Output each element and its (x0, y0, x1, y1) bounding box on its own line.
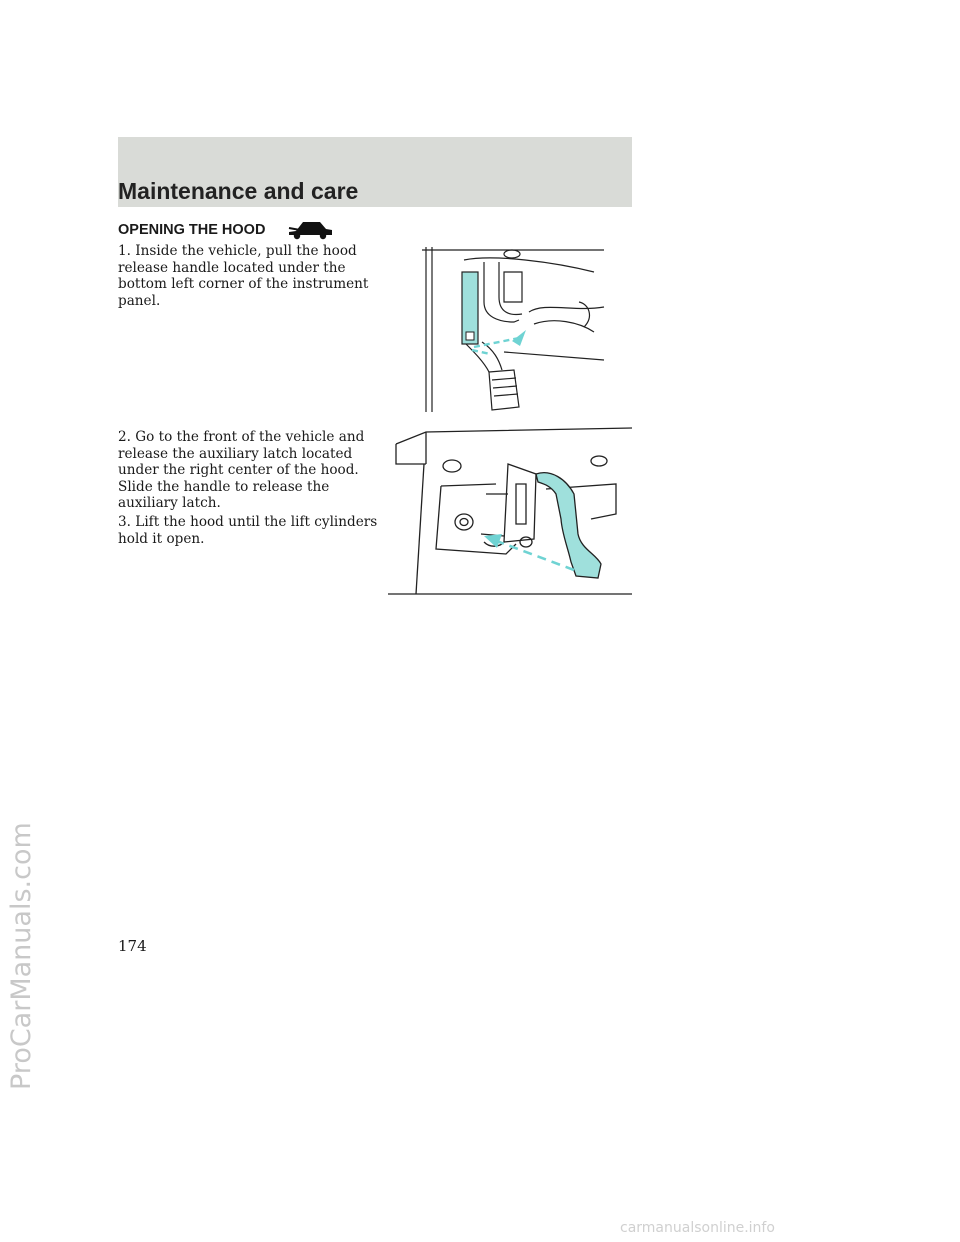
auxiliary-latch-illustration (386, 424, 634, 600)
bottom-watermark: carmanualsonline.info (620, 1220, 775, 1236)
page-number: 174 (118, 937, 147, 955)
step-2-text: 2. Go to the front of the vehicle and release the auxiliary latch located under the right center of the hood. Slide the handle to release the auxiliary latch. (118, 429, 365, 511)
hood-release-handle-illustration (404, 242, 634, 414)
step-3-text: 3. Lift the hood until the lift cylinders hold it open. (118, 514, 378, 547)
section-title: Maintenance and care (118, 178, 359, 204)
side-watermark: ProCarManuals.com (6, 822, 37, 1090)
step-1-text: 1. Inside the vehicle, pull the hood release handle located under the bottom left corner of the instrument panel. (118, 243, 369, 309)
heading-opening-the-hood: OPENING THE HOOD (118, 222, 266, 238)
car-hood-icon (286, 218, 334, 240)
